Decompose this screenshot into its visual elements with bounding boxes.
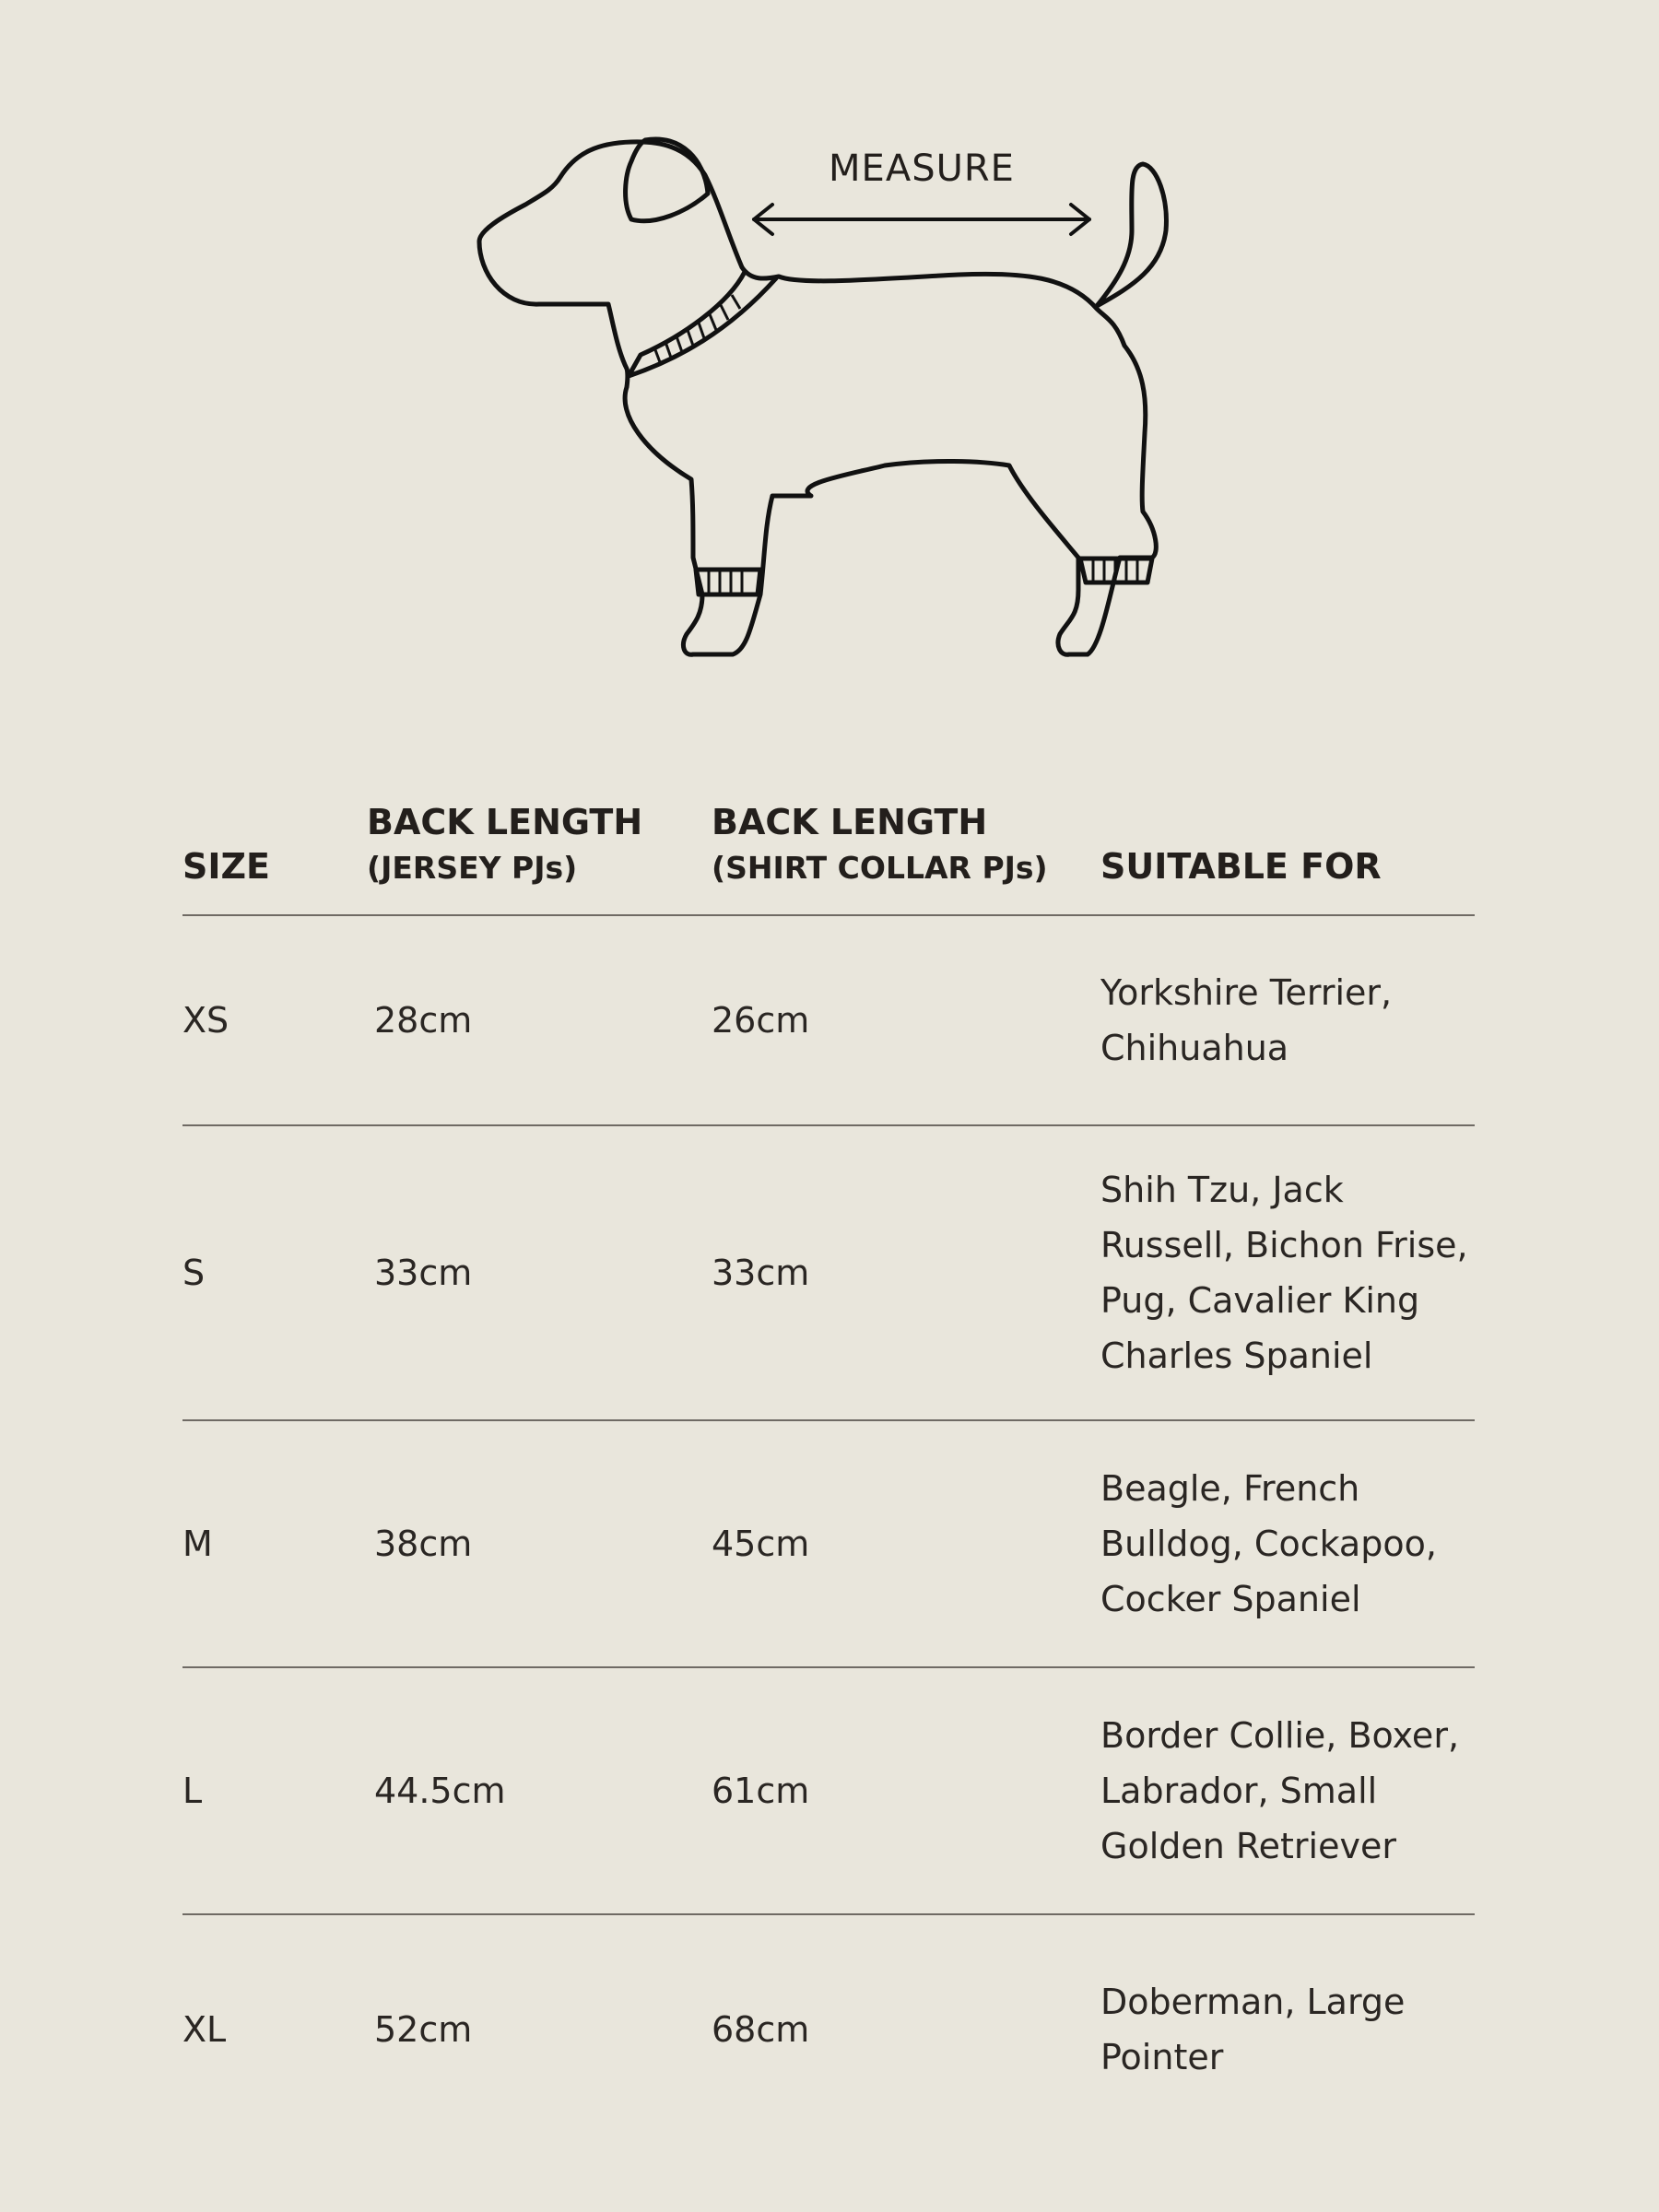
table-row [182,1126,1475,1421]
jersey-length-cell: 38cm [374,1524,473,1564]
dog-outline-icon [0,0,1659,700]
header-size: SIZE [182,846,271,887]
table-row [182,916,1475,1126]
measure-label: MEASURE [829,147,1015,190]
suitable-for-cell: Border Collie, Boxer, Labrador, Small Golden Retriever [1100,1715,1460,1866]
header-suitable-for: SUITABLE FOR [1100,846,1382,887]
jersey-length-cell: 52cm [374,2009,473,2050]
jersey-length-cell: 33cm [374,1253,473,1293]
suitable-for-cell: Beagle, French Bulldog, Cockapoo, Cocker Spaniel [1100,1468,1437,1619]
table-row [182,1668,1475,1915]
size-cell: M [182,1524,213,1564]
shirt-length-cell: 33cm [712,1253,810,1293]
measure-arrow-icon [754,205,1089,234]
shirt-length-cell: 68cm [712,2009,810,2050]
shirt-length-cell: 61cm [712,1771,810,1811]
dog-measure-diagram [0,0,1659,700]
table-header [182,793,1475,916]
size-cell: XS [182,1000,229,1041]
jersey-length-cell: 44.5cm [374,1771,506,1811]
size-table [182,793,1475,2144]
size-cell: L [182,1771,203,1811]
size-cell: S [182,1253,206,1293]
shirt-length-cell: 45cm [712,1524,810,1564]
table-row [182,1421,1475,1668]
table-row [182,1915,1475,2144]
suitable-for-cell: Yorkshire Terrier, Chihuahua [1100,972,1393,1068]
size-cell: XL [182,2009,227,2050]
jersey-length-cell: 28cm [374,1000,473,1041]
suitable-for-cell: Shih Tzu, Jack Russell, Bichon Frise, Pug, Cavalier King Charles Spaniel [1100,1170,1468,1376]
shirt-length-cell: 26cm [712,1000,810,1041]
suitable-for-cell: Doberman, Large Pointer [1100,1982,1406,2077]
header-shirt-length: BACK LENGTH (SHIRT COLLAR PJs) [712,802,1048,886]
header-jersey-length: BACK LENGTH (JERSEY PJs) [367,802,643,886]
